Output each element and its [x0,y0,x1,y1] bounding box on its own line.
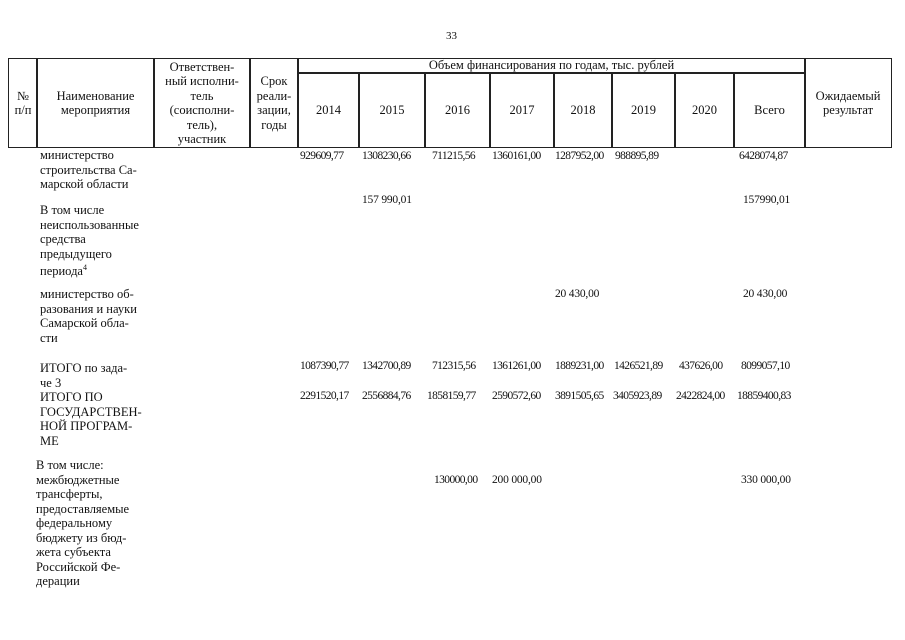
row-value-total: 20 430,00 [743,288,788,300]
row-value-2020: 2422824,00 [676,390,725,402]
row-value-2019: 3405923,89 [613,390,662,402]
header-year-2016-label: 2016 [445,102,470,117]
row-value-2017: 1360161,00 [492,150,541,162]
row-name [40,203,158,279]
row-value-2017: 1361261,00 [492,360,541,372]
row-value-2020: 437626,00 [679,360,723,372]
row-value-total: 157990,01 [743,194,791,206]
row-value-2015: 1308230,66 [362,150,411,162]
row-value-2015: 1342700,89 [362,360,411,372]
row-value-2019: 988895,89 [615,150,659,162]
row-value-2017: 2590572,60 [492,390,541,402]
row-value-2014: 2291520,17 [300,390,349,402]
header-name-label: Наименование мероприятия [56,88,135,117]
header-responsible-label: Ответствен- ный исполни- тель (соисполни- тель), участник [165,59,239,146]
row-name: министерство строительства Са- марской области [40,148,137,191]
footnote-marker: 4 [82,263,87,272]
header-result-label: Ожидаемый результат [815,88,881,117]
row-value-2016: 130000,00 [434,474,478,486]
row-value-2016: 711215,56 [432,150,476,162]
row-value-2018: 20 430,00 [555,288,600,300]
row-value-2016: 712315,56 [432,360,476,372]
row-value-2016: 1858159,77 [427,390,476,402]
header-year-2019-label: 2019 [631,102,656,117]
header-year-2018-label: 2018 [570,102,596,117]
row-name: ИТОГО ПО ГОСУДАРСТВЕН- НОЙ ПРОГРАМ- МЕ [40,390,142,448]
header-total-label: Всего [754,102,785,117]
row-name: В том числе: межбюджетные трансферты, предоставляемые федеральному бюджету из бюд- жета субъекта Российской Фе- дерации [36,458,130,588]
row-value-2019: 1426521,89 [614,360,663,372]
header-year-2014-label: 2014 [316,102,341,117]
row-value-2018: 1889231,00 [555,360,604,372]
row-value-2014: 1087390,77 [300,360,349,372]
header-number-label: № п/п [14,88,32,117]
header-funding-title: Объем финансирования по годам, тыс. рублей [428,57,675,72]
page-number: 33 [446,30,457,42]
row-value-2018: 1287952,00 [555,150,604,162]
row-name-text: В том числе неиспользованные средства предыдущего периода [40,203,139,279]
row-value-total: 330 000,00 [741,474,791,486]
header-year-2020-label: 2020 [692,102,717,117]
row-value-total: 18859400,83 [737,390,791,402]
header-year-2017-label: 2017 [509,102,535,117]
row-value-2015: 157 990,01 [362,194,412,206]
row-name: ИТОГО по зада- че 3 [40,361,128,390]
header-term-label: Срок реали- зации, годы [256,74,292,132]
row-value-total: 8099057,10 [741,360,790,372]
row-value-2018: 3891505,65 [555,390,604,402]
row-value-2017: 200 000,00 [492,474,542,486]
header-year-2015-label: 2015 [379,102,405,117]
row-name: министерство об- разования и науки Самарской обла- сти [40,287,137,345]
row-value-total: 6428074,87 [739,150,788,162]
row-value-2015: 2556884,76 [362,390,411,402]
row-value-2014: 929609,77 [300,150,344,162]
